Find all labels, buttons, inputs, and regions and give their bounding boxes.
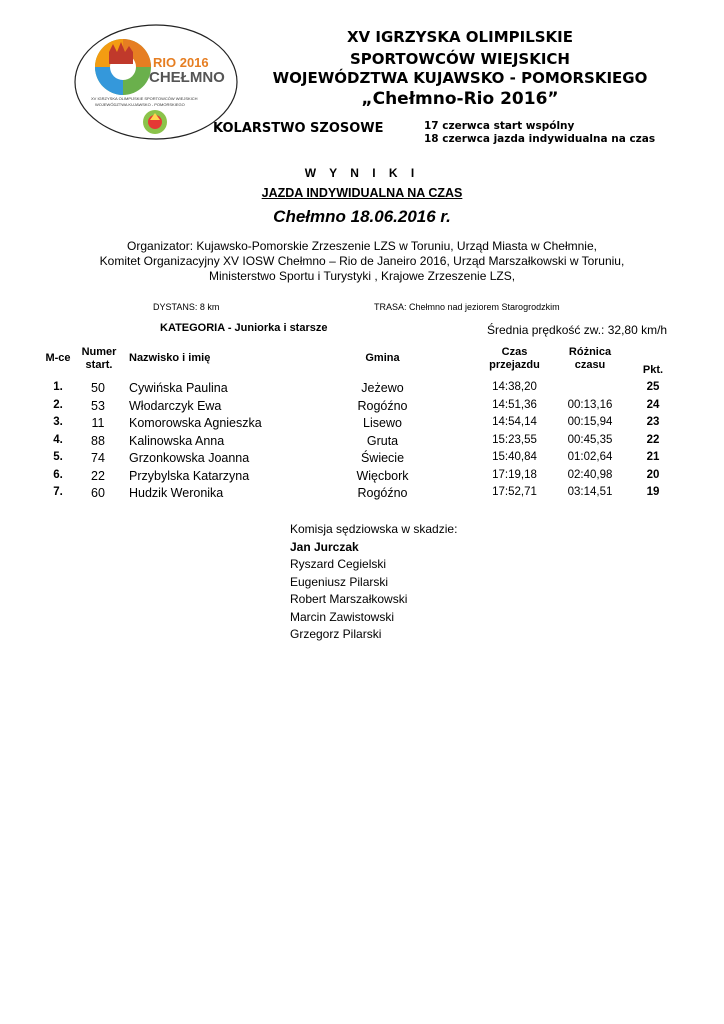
- cell-name: Przybylska Katarzyna: [129, 468, 250, 483]
- cell-name: Włodarczyk Ewa: [129, 398, 222, 413]
- cell-name: Kalinowska Anna: [129, 433, 225, 448]
- cell-number: 60: [91, 486, 105, 500]
- cell-commune: Więcbork: [356, 468, 409, 483]
- cell-time: 15:40,84: [492, 451, 537, 463]
- cell-number: 74: [91, 451, 105, 465]
- table-row: [0, 416, 724, 433]
- jury-chief: Jan Jurczak: [290, 539, 359, 554]
- cell-number: 88: [91, 433, 105, 448]
- table-row: [0, 434, 724, 451]
- cell-diff: 03:14,51: [567, 486, 613, 498]
- header-line-2: SPORTOWCÓW WIEJSKICH: [349, 50, 570, 68]
- col-header-number: [76, 346, 122, 372]
- cell-commune: Jeżewo: [361, 381, 404, 395]
- average-speed: Średnia prędkość zw.: 32,80 km/h: [487, 323, 668, 337]
- jury-member: Robert Marszałkowski: [290, 592, 408, 606]
- cell-number: 11: [91, 416, 105, 430]
- cell-place: 4.: [53, 433, 63, 446]
- cell-name: Grzonkowska Joanna: [129, 451, 250, 465]
- table-row: [0, 399, 724, 416]
- cell-diff: 01:02,64: [567, 451, 613, 463]
- jury-member: Grzegorz Pilarski: [290, 627, 382, 641]
- cell-points: 19: [646, 486, 660, 498]
- logo-rio-text: RIO 2016: [153, 55, 209, 70]
- place-date: Chełmno 18.06.2016 r.: [273, 207, 451, 226]
- col-header-number-2: start.: [85, 359, 113, 371]
- cell-points: 24: [646, 398, 660, 411]
- cell-time: 14:54,14: [492, 416, 537, 428]
- jury-member: Marcin Zawistowski: [290, 609, 395, 624]
- organizer-line-1: Organizator: Kujawsko-Pomorskie Zrzeszenie LZS w Toruniu, Urząd Miasta w Chełmnie,: [127, 239, 597, 253]
- cell-time: 17:19,18: [492, 468, 537, 481]
- cell-name: Hudzik Weronika: [129, 486, 224, 500]
- col-header-time-2: przejazdu: [489, 359, 540, 371]
- table-row: [0, 381, 724, 398]
- header-line-1: XV IGRZYSKA OLIMPILSKIE: [346, 28, 574, 46]
- col-header-diff-1: Różnica: [568, 346, 612, 358]
- table-row: [0, 451, 724, 468]
- cell-place: 6.: [53, 468, 63, 481]
- cell-points: 20: [646, 468, 660, 481]
- organizer-line-3: Ministerstwo Sportu i Turystyki , Krajowe Zrzeszenie LZS,: [208, 269, 516, 283]
- distance-label: DYSTANS: 8 km: [153, 302, 220, 312]
- discipline-label: KOLARSTWO SZOSOWE: [213, 121, 384, 136]
- cell-diff: 02:40,98: [567, 468, 613, 481]
- col-header-number-1: Numer: [81, 346, 117, 358]
- col-header-diff-2: czasu: [574, 359, 606, 371]
- header-line-4: „Chełmno-Rio 2016”: [361, 89, 559, 109]
- header-line-3: WOJEWÓDZTWA KUJAWSKO - POMORSKIEGO: [272, 69, 648, 87]
- cell-diff: 00:13,16: [567, 398, 613, 411]
- cell-commune: Gruta: [366, 433, 399, 448]
- cell-commune: Lisewo: [363, 416, 402, 430]
- cell-points: 23: [646, 416, 660, 428]
- cell-commune: Rogóźno: [357, 486, 408, 500]
- jury-title: Komisja sędziowska w skadzie:: [290, 522, 458, 536]
- col-header-time: [477, 346, 552, 372]
- col-header-points: Pkt.: [642, 364, 664, 376]
- results-title: W Y N I K I: [304, 166, 420, 180]
- cell-number: 53: [91, 398, 105, 413]
- cell-commune: Rogóźno: [357, 398, 408, 413]
- cell-place: 1.: [53, 381, 63, 393]
- cell-time: 17:52,71: [492, 486, 537, 498]
- col-header-diff: [555, 346, 625, 372]
- cell-diff: 00:15,94: [567, 416, 613, 428]
- col-header-time-1: Czas: [501, 346, 528, 358]
- logo-caption-1: XV IGRZYSKA OLIMPIJSKIE SPORTOWCÓW WIEJSKICH: [91, 96, 198, 101]
- col-header-place: M-ce: [45, 352, 71, 364]
- cell-place: 7.: [53, 486, 63, 498]
- cell-number: 50: [91, 381, 105, 395]
- table-row: [0, 469, 724, 486]
- cell-commune: Świecie: [360, 451, 405, 465]
- logo-city-text: CHEŁMNO: [149, 69, 225, 86]
- cell-time: 15:23,55: [492, 433, 537, 446]
- jury-member: Eugeniusz Pilarski: [290, 574, 389, 589]
- cell-time: 14:38,20: [492, 381, 537, 393]
- table-row: [0, 486, 724, 503]
- results-subtitle: JAZDA INDYWIDUALNA NA CZAS: [261, 186, 463, 200]
- schedule: [424, 120, 655, 146]
- organizer-line-2: Komitet Organizacyjny XV IOSW Chełmno – Rio de Janeiro 2016, Urząd Marszałkowski w Toruniu,: [99, 254, 625, 268]
- cell-name: Komorowska Agnieszka: [129, 416, 262, 430]
- cell-place: 3.: [53, 416, 63, 428]
- route-label: TRASA: Chełmno nad jeziorem Starogrodzkim: [374, 302, 560, 312]
- cell-time: 14:51,36: [492, 398, 537, 411]
- cell-diff: 00:45,35: [567, 433, 613, 446]
- cell-number: 22: [91, 468, 105, 483]
- cell-points: 21: [646, 451, 660, 463]
- category-label: KATEGORIA - Juniorka i starsze: [160, 322, 328, 334]
- jury-member: Ryszard Cegielski: [290, 557, 387, 571]
- schedule-line-2: 18 czerwca jazda indywidualna na czas: [424, 133, 656, 145]
- cell-points: 25: [646, 381, 660, 393]
- organizer-text: [0, 239, 724, 284]
- cell-name: Cywińska Paulina: [129, 381, 228, 395]
- schedule-line-1: 17 czerwca start wspólny: [424, 120, 575, 132]
- cell-points: 22: [646, 433, 660, 446]
- cell-place: 2.: [53, 398, 63, 411]
- jury-section: [290, 521, 457, 644]
- cell-place: 5.: [53, 451, 63, 463]
- col-header-commune: Gmina: [365, 352, 400, 364]
- col-header-name: Nazwisko i imię: [129, 352, 211, 364]
- logo-caption-2: WOJEWÓDZTWA KUJAWSKO - POMORSKIEGO: [95, 102, 185, 107]
